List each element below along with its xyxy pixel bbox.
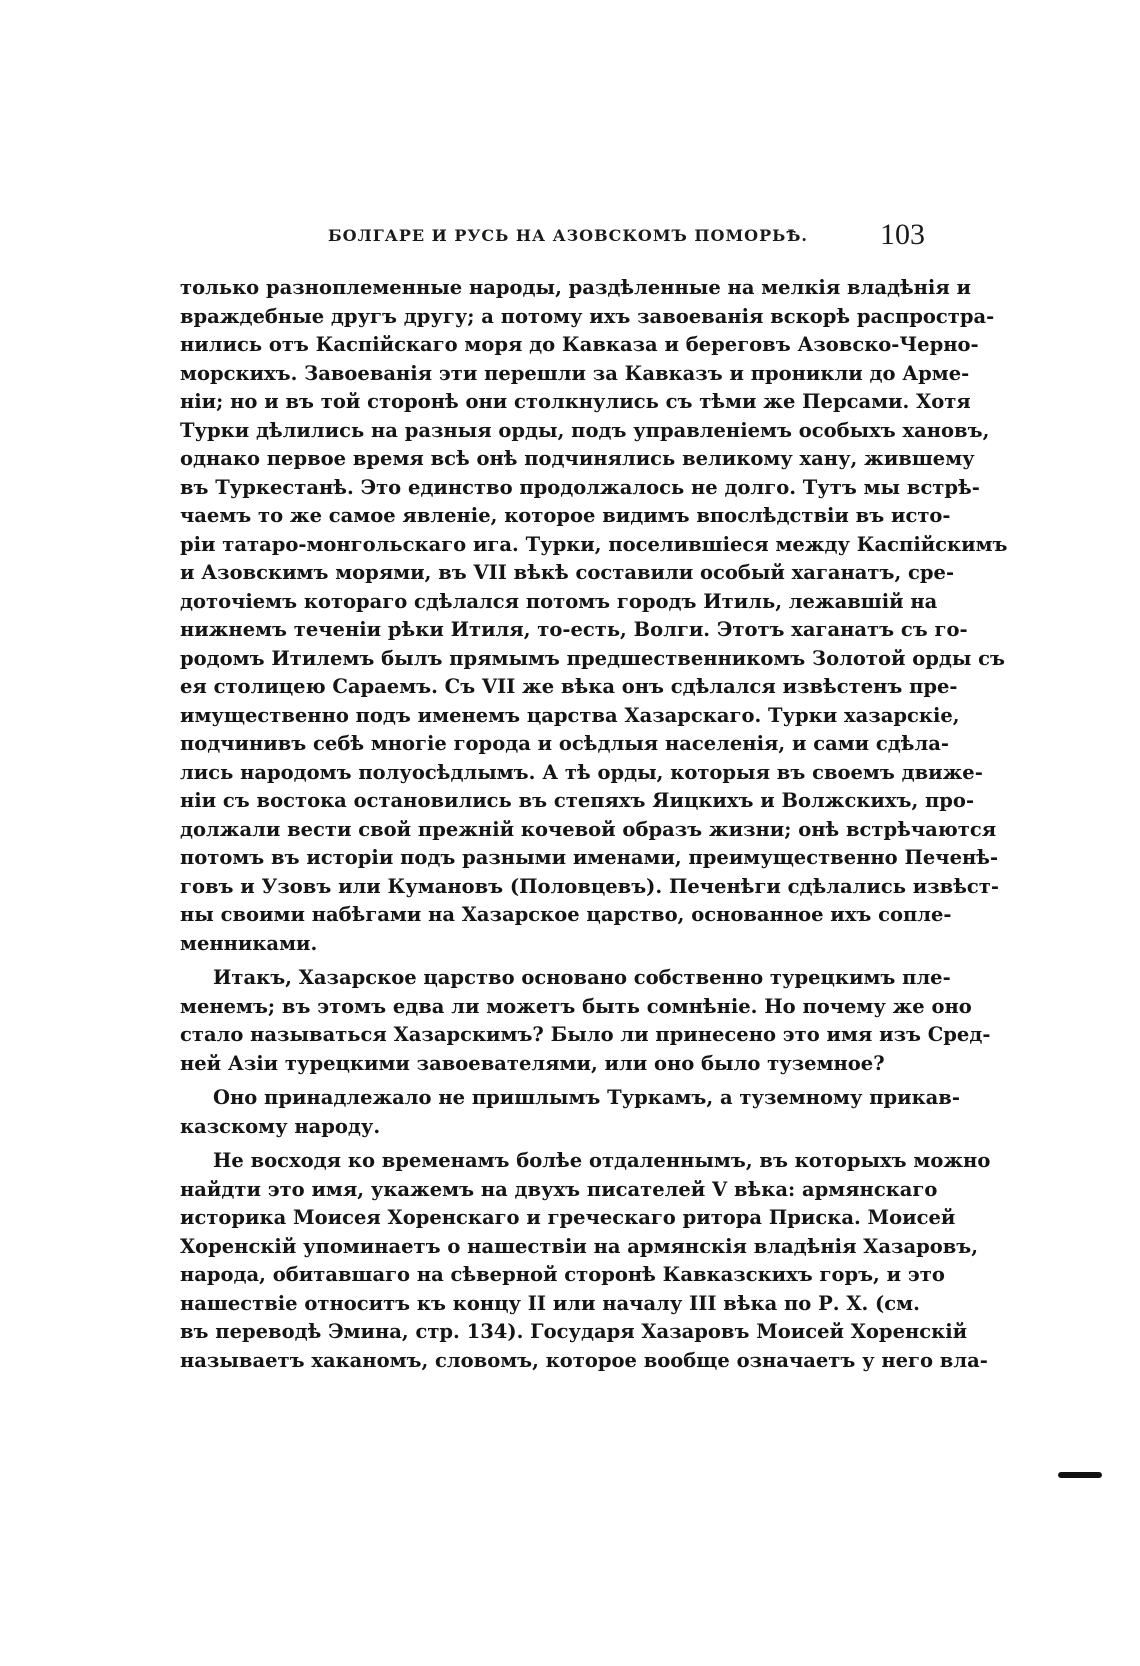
text-line: нижнемъ теченіи рѣки Итиля, то-есть, Волги. Этотъ хаганатъ съ го- [180,618,968,641]
text-line: Не восходя ко временамъ болѣе отдаленнымъ, въ которыхъ можно [213,1149,991,1172]
text-line: ніи; но и въ той сторонѣ они столкнулись съ тѣми же Персами. Хотя [180,390,971,413]
text-line: казскому народу. [180,1114,381,1138]
text-line: Оно принадлежало не пришлымъ Туркамъ, а туземному прикав- [213,1086,960,1109]
text-line: только разноплеменные народы, раздѣленные на мелкія владѣнія и [180,276,971,299]
running-title: БОЛГАРЕ И РУСЬ НА АЗОВСКОМЪ ПОМОРЬѢ. [328,226,808,245]
text-line: морскихъ. Завоеванія эти перешли за Кавказъ и проникли до Арме- [180,361,970,385]
text-line: найдти это имя, укажемъ на двухъ писателей V вѣка: армянскаго [180,1177,938,1201]
text-line: и Азовскимъ морями, въ VII вѣкѣ составили особый хаганатъ, сре- [180,561,955,584]
text-line: родомъ Итилемъ былъ прямымъ предшественникомъ Золотой орды съ [180,646,1006,670]
text-line: народа, обитавшаго на сѣверной сторонѣ Кавказскихъ горъ, и это [180,1263,945,1286]
text-line: Турки дѣлились на разныя орды, подъ управленіемъ особыхъ хановъ, [180,418,990,442]
body-text [180,274,1008,1375]
text-line: Итакъ, Хазарское царство основано собственно турецкимъ пле- [213,966,951,989]
text-line: ея столицею Сараемъ. Съ VII же вѣка онъ сдѣлался извѣстенъ пре- [180,675,958,698]
text-line: имущественно подъ именемъ царства Хазарскаго. Турки хазарскіе, [180,703,960,727]
text-line: нашествіе относитъ къ концу II или началу III вѣка по Р. Х. (см. [180,1291,920,1315]
text-line: менемъ; въ этомъ едва ли можетъ быть сомнѣніе. Но почему же оно [180,994,972,1018]
text-line: потомъ въ исторіи подъ разными именами, преимущественно Печенѣ- [180,846,999,869]
text-line: въ переводѣ Эмина, стр. 134). Государя Хазаровъ Моисей Хоренскій [180,1320,968,1343]
text-line: въ Туркестанѣ. Это единство продолжалось не долго. Тутъ мы встрѣ- [180,475,980,499]
text-line: говъ и Узовъ или Кумановъ (Половцевъ). Печенѣги сдѣлались извѣст- [180,874,999,898]
text-line: ріи татаро-монгольскаго ига. Турки, поселившіеся между Каспійскимъ [180,532,1008,556]
text-line: стало называться Хазарскимъ? Было ли принесено это имя изъ Сред- [180,1023,991,1046]
text-line: должали вести свой прежній кочевой образъ жизни; онѣ встрѣчаются [180,817,997,841]
text-line: ны своими набѣгами на Хазарское царство, основанное ихъ сопле- [180,903,952,926]
text-line: подчинивъ себѣ многіе города и осѣдлыя населенія, и сами сдѣла- [180,732,949,755]
text-line: Хоренскій упоминаетъ о нашествіи на армянскія владѣнія Хазаровъ, [180,1234,979,1258]
text-line: доточіемъ котораго сдѣлался потомъ городъ Итиль, лежавшій на [180,589,938,613]
text-line: враждебные другъ другу; а потому ихъ завоеванія вскорѣ распростра- [180,304,995,328]
text-line: называетъ хаканомъ, словомъ, которое вообще означаетъ у него вла- [180,1348,988,1372]
text-line: менниками. [180,931,318,955]
text-line: нились отъ Каспійскаго моря до Кавказа и береговъ Азовско-Черно- [180,333,979,356]
text-line: ней Азіи турецкими завоевателями, или оно было туземное? [180,1051,885,1075]
scan-edge-mark [1058,1472,1102,1478]
page-number: 103 [880,218,925,251]
text-line: однако первое время всѣ онѣ подчинялись великому хану, жившему [180,447,975,470]
text-line: историка Моисея Хоренскаго и греческаго ритора Приска. Моисей [180,1206,956,1229]
text-line: ніи съ востока остановились въ степяхъ Яицкихъ и Волжскихъ, про- [180,789,975,812]
text-line: чаемъ то же самое явленіе, которое видимъ впослѣдствіи въ исто- [180,504,951,527]
text-line: лись народомъ полуосѣдлымъ. А тѣ орды, которыя въ своемъ движе- [180,760,983,784]
